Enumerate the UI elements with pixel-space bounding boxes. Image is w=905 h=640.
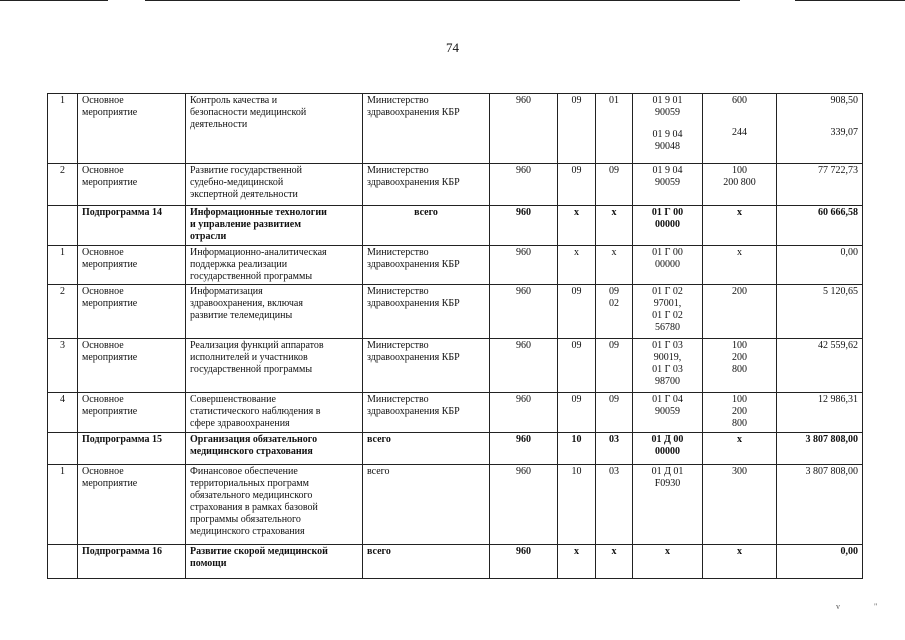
row-sum-line: 908,50 [830, 95, 858, 106]
row-number: 1 [48, 246, 78, 285]
row-sum-line: 3 807 808,00 [805, 434, 858, 445]
table-row [48, 545, 863, 579]
row-executor-line: здравоохранения КБР [367, 107, 460, 118]
row-name-line: статистического наблюдения в [190, 406, 321, 417]
row-name-line: деятельности [190, 119, 248, 130]
row-type-line: мероприятие [82, 107, 138, 118]
row-executor-line: здравоохранения КБР [367, 352, 460, 363]
row-rz: 09 [558, 285, 596, 339]
row-type-line: мероприятие [82, 478, 138, 489]
row-csr-line: 01 Г 03 [652, 364, 683, 375]
row-sum-line: 0,00 [840, 546, 858, 557]
row-csr-line: 00000 [655, 219, 680, 230]
footer-mark-2: " [874, 602, 878, 611]
row-name-line: безопасности медицинской [190, 107, 307, 118]
row-name [186, 465, 363, 545]
row-csr [633, 94, 703, 164]
top-rule-center [145, 0, 740, 1]
row-csr-line: х [665, 546, 670, 557]
row-executor-line: здравоохранения КБР [367, 406, 460, 417]
row-csr [633, 246, 703, 285]
row-vr [703, 285, 777, 339]
row-type [78, 94, 186, 164]
row-csr-line: 01 Д 01 [651, 466, 684, 477]
footer-mark-1: v [836, 602, 840, 611]
row-number [48, 545, 78, 579]
row-vr-line: 100 [732, 394, 747, 405]
row-number: 2 [48, 164, 78, 206]
row-csr-line: 01 9 04 [652, 165, 683, 176]
row-sum-line: 0,00 [840, 247, 858, 258]
row-sum-line: 77 722,73 [818, 165, 858, 176]
row-number: 4 [48, 393, 78, 433]
row-name-line: здравоохранения, включая [190, 298, 303, 309]
row-type-line: Основное [82, 95, 124, 106]
row-sum [777, 545, 863, 579]
row-vr-line: 200 800 [723, 177, 756, 188]
row-executor-line: Министерство [367, 247, 429, 258]
row-grbs: 960 [490, 285, 558, 339]
row-grbs: 960 [490, 339, 558, 393]
row-name-line: помощи [190, 558, 227, 569]
row-name [186, 285, 363, 339]
row-pr: 03 [596, 433, 633, 465]
row-name [186, 393, 363, 433]
row-executor-line: Министерство [367, 165, 429, 176]
row-name-line: Информатизация [190, 286, 263, 297]
row-executor-line: всего [367, 434, 391, 445]
row-csr [633, 433, 703, 465]
top-rule-right [795, 0, 905, 1]
row-name-line: территориальных программ [190, 478, 309, 489]
row-vr [703, 246, 777, 285]
row-vr [703, 206, 777, 246]
row-type [78, 433, 186, 465]
row-grbs: 960 [490, 246, 558, 285]
row-vr-line: 300 [732, 466, 747, 477]
row-grbs: 960 [490, 94, 558, 164]
row-csr [633, 206, 703, 246]
row-grbs: 960 [490, 465, 558, 545]
row-sum-line: 12 986,31 [818, 394, 858, 405]
row-sum-line: 60 666,58 [818, 207, 858, 218]
row-csr-line: 90059 [655, 406, 680, 417]
row-grbs: 960 [490, 433, 558, 465]
row-name-line: Информационно-аналитическая [190, 247, 327, 258]
row-type-line: Основное [82, 165, 124, 176]
row-name-line: государственной программы [190, 364, 313, 375]
row-type-line: мероприятие [82, 406, 138, 417]
row-csr-line: 01 Г 04 [652, 394, 683, 405]
row-number: 1 [48, 465, 78, 545]
row-csr-line [637, 119, 698, 129]
row-pr-line: 09 [609, 286, 619, 297]
row-pr: 09 [596, 339, 633, 393]
row-rz: 09 [558, 164, 596, 206]
row-csr-line: 01 Д 00 [651, 434, 684, 445]
row-csr [633, 285, 703, 339]
row-name-line: отрасли [190, 231, 227, 242]
row-vr-line: 100 [732, 165, 747, 176]
page-number: 74 [446, 40, 459, 55]
row-type-line: Подпрограмма 14 [82, 207, 163, 218]
table-row [48, 94, 863, 164]
row-vr-line: х [737, 434, 742, 445]
row-csr [633, 339, 703, 393]
row-type-line: Основное [82, 466, 124, 477]
row-executor [363, 285, 490, 339]
row-vr [703, 339, 777, 393]
row-csr-line: 90019, [653, 352, 682, 363]
row-type [78, 339, 186, 393]
row-executor [363, 433, 490, 465]
row-pr [596, 285, 633, 339]
row-sum [777, 285, 863, 339]
row-executor-line: здравоохранения КБР [367, 177, 460, 188]
row-vr-line: 200 [732, 286, 747, 297]
table-body [48, 94, 863, 579]
row-name [186, 545, 363, 579]
row-name-line: развитие телемедицины [190, 310, 293, 321]
row-type [78, 393, 186, 433]
row-name-line: судебно-медицинской [190, 177, 284, 188]
row-executor [363, 206, 490, 246]
row-name-line: Финансовое обеспечение [190, 466, 298, 477]
row-pr: 01 [596, 94, 633, 164]
row-csr-line: 90059 [655, 107, 680, 118]
row-executor [363, 246, 490, 285]
row-executor [363, 339, 490, 393]
row-pr-line: 02 [609, 298, 619, 309]
row-csr [633, 164, 703, 206]
row-rz: х [558, 545, 596, 579]
row-name-line: экспертной деятельности [190, 189, 298, 200]
row-rz: х [558, 206, 596, 246]
row-grbs: 960 [490, 393, 558, 433]
row-csr-line: F0930 [654, 478, 681, 489]
row-name-line: государственной программы [190, 271, 313, 282]
row-name-line: Организация обязательного [190, 434, 318, 445]
row-pr: х [596, 545, 633, 579]
row-type [78, 545, 186, 579]
row-executor-line: здравоохранения КБР [367, 259, 460, 270]
row-executor-line: Министерство [367, 95, 429, 106]
row-sum [777, 164, 863, 206]
row-rz: х [558, 246, 596, 285]
row-sum [777, 339, 863, 393]
row-vr-line: 800 [732, 418, 747, 429]
row-name-line: Контроль качества и [190, 95, 278, 106]
row-name [186, 339, 363, 393]
row-name-line: и управление развитием [190, 219, 302, 230]
row-vr-line: 244 [732, 127, 747, 138]
table-row [48, 285, 863, 339]
row-type-line: мероприятие [82, 177, 138, 188]
table-row [48, 246, 863, 285]
row-vr-line: х [737, 207, 742, 218]
row-executor-line: Министерство [367, 286, 429, 297]
row-vr-line: 200 [732, 352, 747, 363]
row-vr [703, 393, 777, 433]
row-executor-line: здравоохранения КБР [367, 298, 460, 309]
row-number: 3 [48, 339, 78, 393]
row-name-line: медицинского страхования [190, 526, 305, 537]
row-sum-line [781, 117, 858, 127]
row-csr-line: 98700 [655, 376, 680, 387]
row-type-line: Основное [82, 286, 124, 297]
row-csr-line: 01 Г 02 [652, 286, 683, 297]
row-name-line: Развитие скорой медицинской [190, 546, 328, 557]
row-sum [777, 465, 863, 545]
row-name [186, 206, 363, 246]
row-pr: х [596, 206, 633, 246]
row-sum [777, 393, 863, 433]
row-name-line: Информационные технологии [190, 207, 327, 218]
row-csr-line: 90059 [655, 177, 680, 188]
row-csr [633, 465, 703, 545]
row-vr-line: 600 [732, 95, 747, 106]
row-csr-line: 01 Г 02 [652, 310, 683, 321]
row-csr-line: 01 Г 00 [652, 247, 683, 258]
row-csr-line: 01 Г 03 [652, 340, 683, 351]
row-name-line: Развитие государственной [190, 165, 302, 176]
row-executor-line: всего [414, 207, 438, 218]
row-sum [777, 94, 863, 164]
row-vr [703, 164, 777, 206]
row-sum-line: 42 559,62 [818, 340, 858, 351]
row-type-line: Основное [82, 247, 124, 258]
row-rz: 10 [558, 433, 596, 465]
row-executor [363, 393, 490, 433]
row-sum [777, 206, 863, 246]
row-name-line: сфере здравоохранения [190, 418, 290, 429]
row-grbs: 960 [490, 164, 558, 206]
row-vr-line [707, 107, 772, 117]
row-executor [363, 164, 490, 206]
row-type-line: мероприятие [82, 352, 138, 363]
row-name-line: поддержка реализации [190, 259, 288, 270]
row-vr [703, 433, 777, 465]
row-vr-line: 100 [732, 340, 747, 351]
row-type [78, 164, 186, 206]
row-rz: 09 [558, 393, 596, 433]
row-executor [363, 94, 490, 164]
row-type-line: Основное [82, 394, 124, 405]
row-number: 2 [48, 285, 78, 339]
row-pr: 09 [596, 393, 633, 433]
row-sum-line: 5 120,65 [823, 286, 858, 297]
row-rz: 09 [558, 339, 596, 393]
row-executor-line: Министерство [367, 394, 429, 405]
row-vr [703, 465, 777, 545]
row-type-line: Подпрограмма 16 [82, 546, 163, 557]
row-type [78, 465, 186, 545]
row-csr-line: 00000 [655, 259, 680, 270]
row-name [186, 164, 363, 206]
row-sum [777, 246, 863, 285]
row-name-line: Реализация функций аппаратов [190, 340, 324, 351]
row-type-line: Подпрограмма 15 [82, 434, 163, 445]
row-type [78, 285, 186, 339]
row-executor-line: всего [367, 466, 390, 477]
row-csr-line: 01 Г 00 [651, 207, 684, 218]
row-vr-line: х [737, 247, 742, 258]
row-executor-line: Министерство [367, 340, 429, 351]
row-type-line: мероприятие [82, 259, 138, 270]
table-row [48, 393, 863, 433]
row-name-line: исполнителей и участников [190, 352, 308, 363]
row-sum-line: 339,07 [830, 127, 858, 138]
row-grbs: 960 [490, 545, 558, 579]
row-vr-line: 800 [732, 364, 747, 375]
row-csr [633, 393, 703, 433]
program-table [47, 93, 863, 579]
table-row [48, 339, 863, 393]
table-row [48, 433, 863, 465]
row-vr [703, 94, 777, 164]
row-csr [633, 545, 703, 579]
row-type [78, 246, 186, 285]
row-name-line: обязательного медицинского [190, 490, 313, 501]
row-csr-line: 00000 [655, 446, 680, 457]
row-name-line: медицинского страхования [190, 446, 313, 457]
row-csr-line: 90048 [655, 141, 680, 152]
row-name-line: Совершенствование [190, 394, 276, 405]
row-rz: 10 [558, 465, 596, 545]
row-name [186, 246, 363, 285]
row-csr-line: 01 9 01 [652, 95, 683, 106]
row-name [186, 433, 363, 465]
row-vr-line: 200 [732, 406, 747, 417]
row-grbs: 960 [490, 206, 558, 246]
row-vr [703, 545, 777, 579]
row-sum-line: 3 807 808,00 [805, 466, 858, 477]
row-name-line: программы обязательного [190, 514, 301, 525]
row-rz: 09 [558, 94, 596, 164]
row-name [186, 94, 363, 164]
row-type-line: мероприятие [82, 298, 138, 309]
row-type [78, 206, 186, 246]
row-pr: х [596, 246, 633, 285]
row-vr-line: х [737, 546, 742, 557]
table-row [48, 206, 863, 246]
top-rule-left [0, 0, 108, 1]
row-number: 1 [48, 94, 78, 164]
row-pr: 09 [596, 164, 633, 206]
row-executor-line: всего [367, 546, 391, 557]
row-number [48, 433, 78, 465]
row-type-line: Основное [82, 340, 124, 351]
row-number [48, 206, 78, 246]
row-csr-line: 01 9 04 [652, 129, 683, 140]
row-name-line: страхования в рамках базовой [190, 502, 318, 513]
row-csr-line: 56780 [655, 322, 680, 333]
row-sum [777, 433, 863, 465]
row-pr: 03 [596, 465, 633, 545]
row-vr-line [707, 117, 772, 127]
row-csr-line: 97001, [653, 298, 682, 309]
table-row [48, 465, 863, 545]
table-row [48, 164, 863, 206]
row-executor [363, 545, 490, 579]
row-sum-line [781, 107, 858, 117]
row-executor [363, 465, 490, 545]
